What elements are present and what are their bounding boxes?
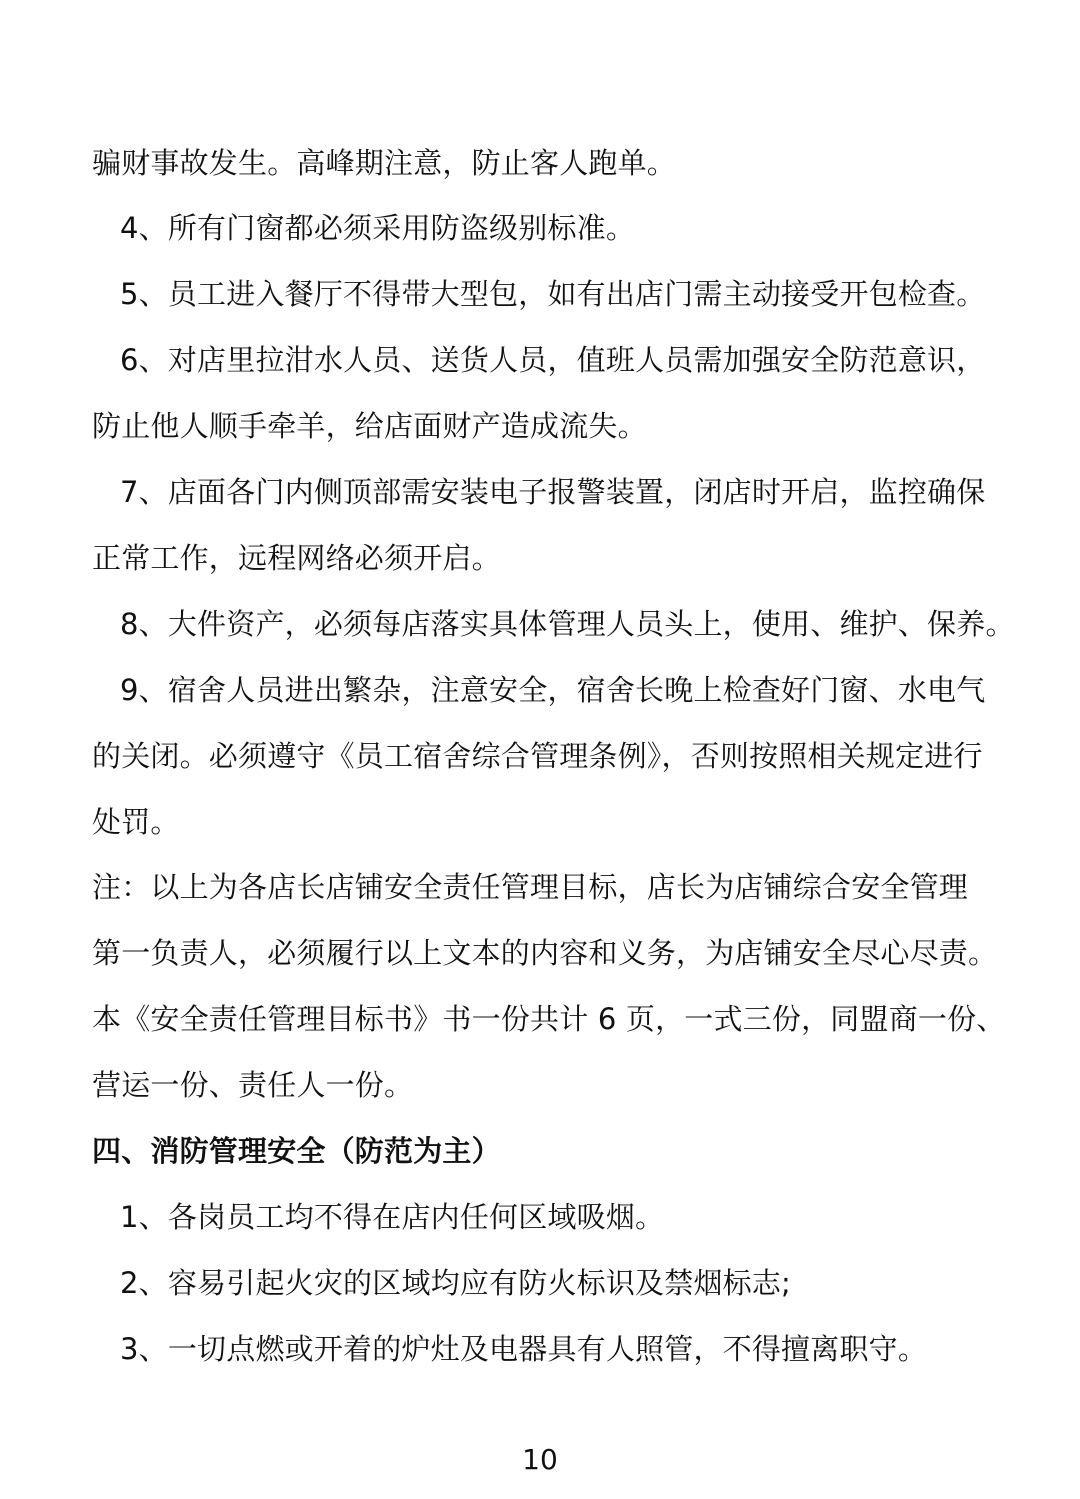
note-line: 营运一份、责任人一份。 [92, 1068, 414, 1102]
text-line: 处罚。 [92, 805, 180, 839]
text-line: 正常工作，远程网络必须开启。 [92, 541, 501, 575]
list-item-7: 7、店面各门内侧顶部需安装电子报警装置，闭店时开启，监控确保 [120, 475, 986, 509]
list-item-5: 5、员工进入餐厅不得带大型包，如有出店门需主动接受开包检查。 [120, 277, 986, 311]
text-line: 的关闭。必须遵守《员工宿舍综合管理条例》，否则按照相关规定进行 [92, 739, 983, 773]
list-item-6: 6、对店里拉泔水人员、送货人员，值班人员需加强安全防范意识， [120, 343, 986, 377]
note-line: 第一负责人，必须履行以上文本的内容和义务，为店铺安全尽心尽责。 [92, 936, 998, 970]
section-heading: 四、消防管理安全（防范为主） [92, 1134, 501, 1168]
list-item-4: 4、所有门窗都必须采用防盗级别标准。 [120, 211, 636, 245]
list-item-3: 3、一切点燃或开着的炉灶及电器具有人照管，不得擅离职守。 [120, 1332, 928, 1366]
list-item-9: 9、宿舍人员进出繁杂，注意安全，宿舍长晚上检查好门窗、水电气 [120, 673, 986, 707]
list-item-2: 2、容易引起火灾的区域均应有防火标识及禁烟标志; [120, 1266, 792, 1300]
note-line: 注：以上为各店长店铺安全责任管理目标，店长为店铺综合安全管理 [92, 870, 969, 904]
list-item-1: 1、各岗员工均不得在店内任何区域吸烟。 [120, 1200, 665, 1234]
text-line: 防止他人顺手牵羊，给店面财产造成流失。 [92, 409, 647, 443]
note-line: 本《安全责任管理目标书》书一份共计 6 页，一式三份，同盟商一份、 [92, 1002, 1006, 1036]
page-number: 10 [522, 1443, 558, 1476]
text-line: 骗财事故发生。高峰期注意，防止客人跑单。 [92, 146, 677, 180]
list-item-8: 8、大件资产，必须每店落实具体管理人员头上，使用、维护、保养。 [120, 607, 1015, 641]
